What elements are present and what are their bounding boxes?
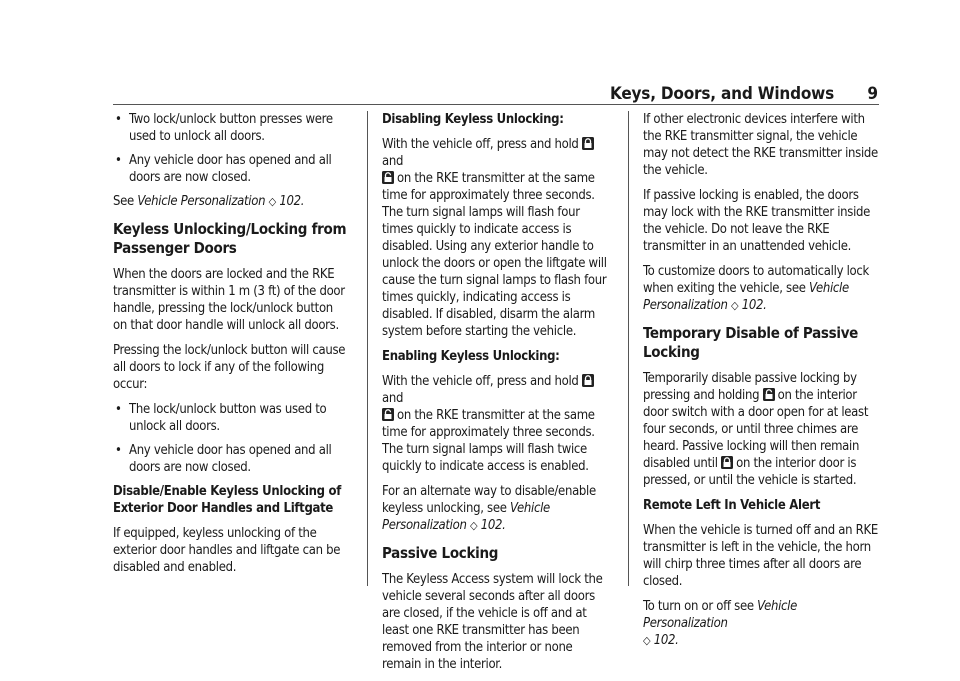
list-item: • Any vehicle door has opened and all doors are now closed. (113, 152, 348, 186)
list-item: • The lock/unlock button was used to unlock all doors. (113, 401, 348, 435)
heading-keyless-unlocking: Keyless Unlocking/Locking from Passenger Doors (113, 220, 347, 257)
heading-temporary-disable: Temporary Disable of Passive Locking (643, 324, 859, 361)
unlock-icon (763, 388, 775, 401)
xref-icon: ◇ (470, 519, 478, 532)
list-item: • Any vehicle door has opened and all doors are now closed. (113, 442, 348, 476)
xref-link[interactable]: Vehicle Personalization (643, 599, 798, 631)
list-item: • Two lock/unlock button presses were used to unlock all doors. (113, 111, 348, 145)
see-reference: To customize doors to automatically lock when exiting the vehicle, see Vehicle Personalization ◇ 102. (643, 264, 870, 313)
xref-icon: ◇ (268, 195, 276, 208)
column-divider (367, 111, 368, 586)
xref-icon: ◇ (643, 634, 651, 647)
heading-passive-locking: Passive Locking (382, 544, 499, 562)
paragraph: When the doors are locked and the RKE transmitter is within 1 m (3 ft) of the door handle, pressing the lock/unlock button on that door handle will unlock all doors. (113, 267, 345, 333)
xref-page[interactable]: 102. (279, 194, 305, 209)
paragraph: With the vehicle off, press and hold and on the RKE transmitter at the same time for approximately three seconds. The turn signal lamps will flash four times quickly to indicate access is disabled. Using any exterior handle to unlock the doors or open the liftgate will cause the turn signal lamps to flash four times quickly, indicating access is disabled. If disabled, disarm the alarm system before starting the vehicle. (382, 137, 607, 339)
lock-icon (582, 137, 594, 150)
xref-link[interactable]: Vehicle Personalization (643, 281, 849, 313)
see-reference: For an alternate way to disable/enable keyless unlocking, see Vehicle Personalization ◇ 102. (382, 484, 596, 533)
see-reference: See Vehicle Personalization ◇ 102. (113, 194, 305, 209)
paragraph: When the vehicle is turned off and an RKE transmitter is left in the vehicle, the horn will chirp three times after all doors are closed. (643, 523, 878, 589)
subheading-disabling: Disabling Keyless Unlocking: (382, 112, 564, 127)
xref-icon: ◇ (731, 299, 739, 312)
column-1 (113, 111, 348, 584)
paragraph: If passive locking is enabled, the doors may lock with the RKE transmitter inside the vehicle. Do not leave the RKE transmitter in an unattended vehicle. (643, 188, 871, 254)
paragraph: If equipped, keyless unlocking of the exterior door handles and liftgate can be disabled and enabled. (113, 526, 341, 575)
see-reference: To turn on or off see Vehicle Personalization ◇ 102. (643, 599, 798, 648)
section-title: Keys, Doors, and Windows (609, 84, 834, 104)
page-number: 9 (867, 84, 878, 104)
xref-page[interactable]: 102. (741, 298, 767, 313)
paragraph: If other electronic devices interfere with the RKE transmitter signal, the vehicle may not detect the RKE transmitter inside the vehicle. (643, 112, 878, 178)
xref-page[interactable]: 102. (480, 518, 506, 533)
xref-page[interactable]: 102. (653, 633, 679, 648)
paragraph: With the vehicle off, press and hold and on the RKE transmitter at the same time for approximately three seconds. The turn signal lamps will flash twice quickly to indicate access is enabled. (382, 374, 595, 474)
paragraph: Temporarily disable passive locking by pressing and holding on the interior door switch with a door open for at least four seconds, or until three chimes are heard. Passive locking will then remain disabled until on the interior door is pressed, or until the vehicle is started. (643, 371, 869, 488)
column-divider (628, 111, 629, 586)
paragraph: Pressing the lock/unlock button will cause all doors to lock if any of the following occur: (113, 343, 346, 392)
subheading-remote-left-alert: Remote Left In Vehicle Alert (643, 498, 821, 513)
unlock-icon (382, 408, 394, 421)
column-3 (643, 111, 883, 657)
column-2 (382, 111, 614, 681)
paragraph: The Keyless Access system will lock the vehicle several seconds after all doors are closed, if the vehicle is off and at least one RKE transmitter has been removed from the interior or none remain in the interior. (382, 572, 603, 672)
xref-link[interactable]: Vehicle Personalization (137, 194, 266, 209)
lock-icon (721, 456, 733, 469)
xref-link[interactable]: Vehicle Personalization (382, 501, 550, 533)
header-rule (113, 104, 879, 105)
subheading-enabling: Enabling Keyless Unlocking: (382, 349, 560, 364)
subheading-disable-enable: Disable/Enable Keyless Unlocking of Exterior Door Handles and Liftgate (113, 484, 342, 516)
lock-icon (582, 374, 594, 387)
unlock-icon (382, 171, 394, 184)
